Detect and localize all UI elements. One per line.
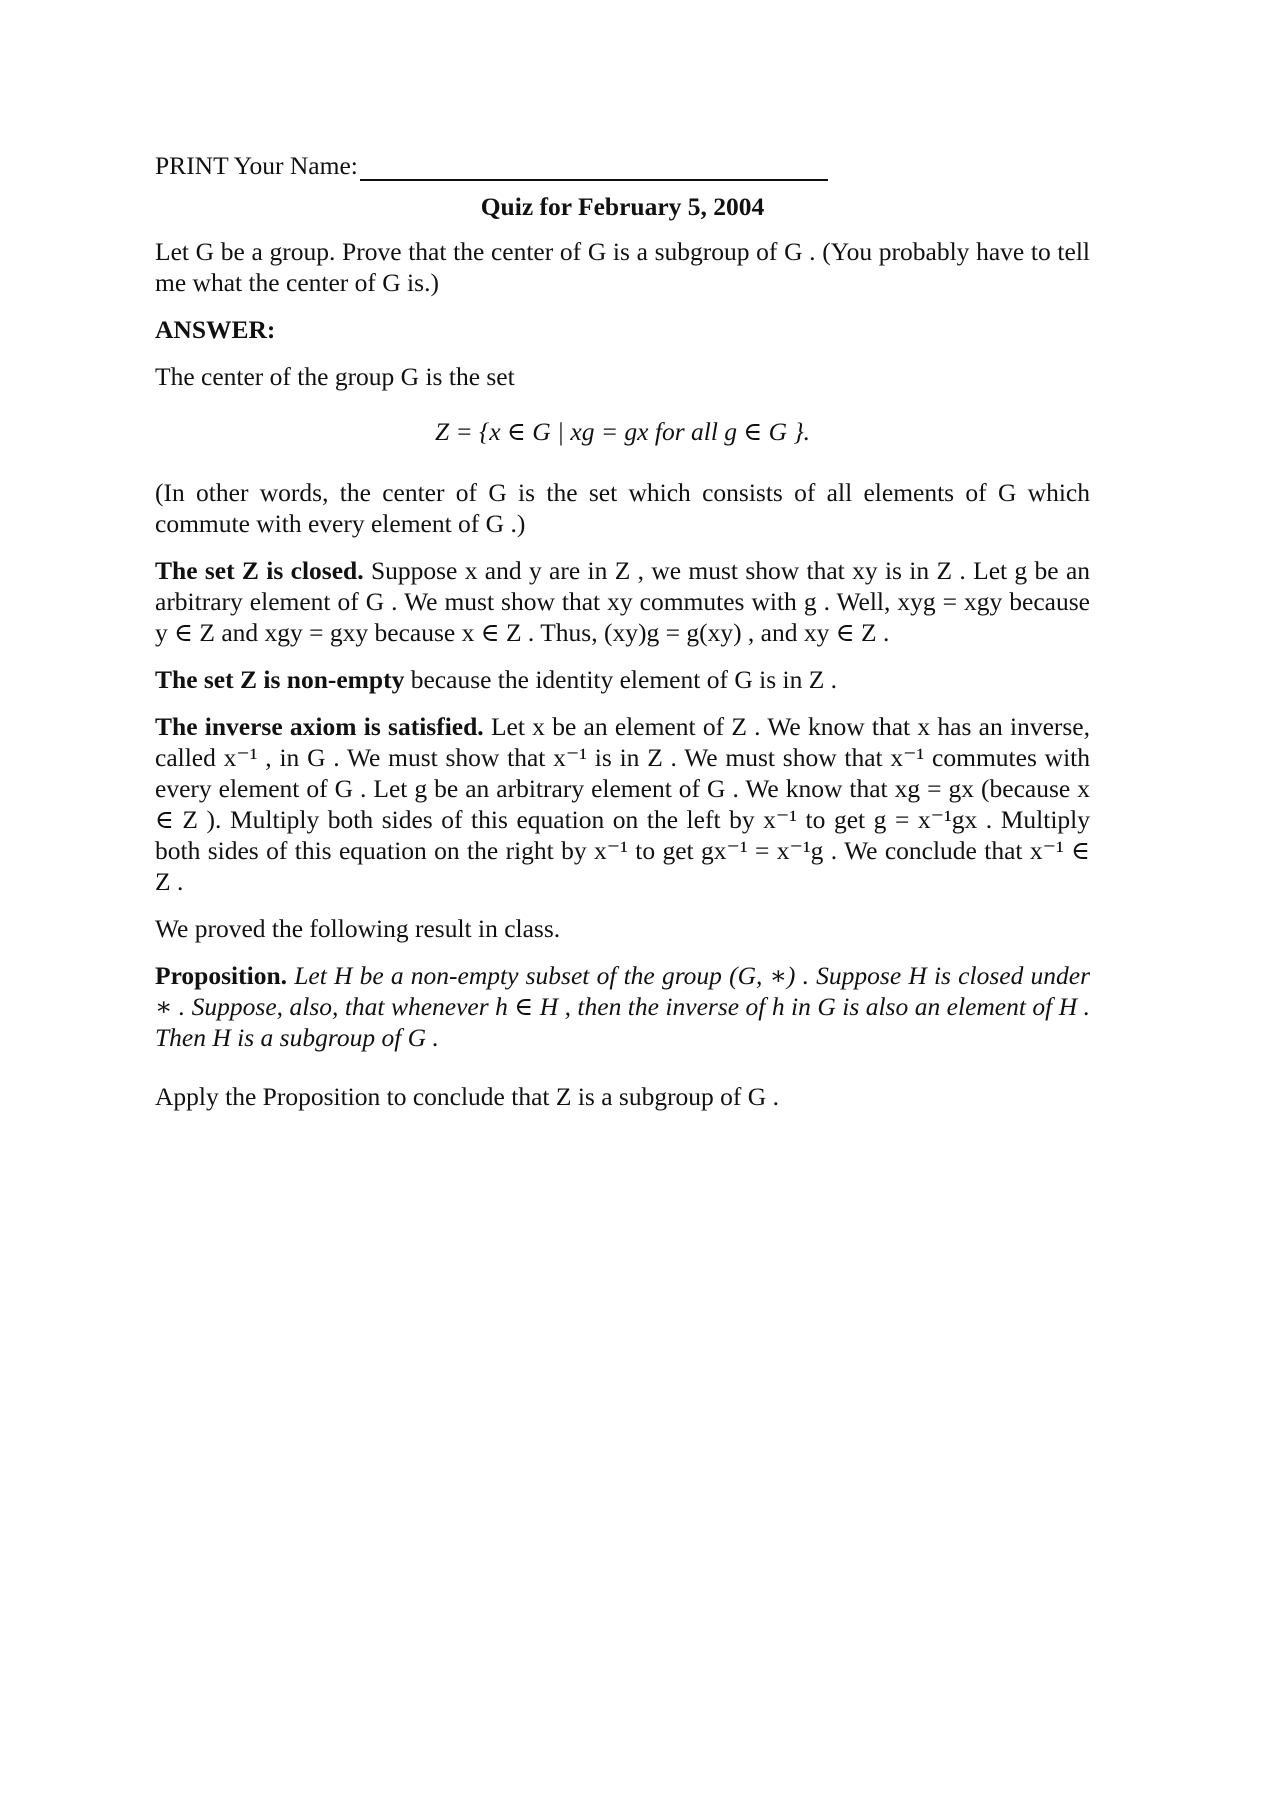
center-paraphrase: (In other words, the center of G is the set which consists of all elements of G which commute with every element of G .) [155, 478, 1090, 538]
inverse-paragraph [155, 711, 1090, 897]
proved-in-class-text: We proved the following result in class. [155, 914, 561, 943]
quiz-document [155, 150, 1090, 1128]
nonempty-paragraph [155, 664, 1090, 695]
inverse-heading: The inverse axiom is satisfied. [155, 712, 484, 741]
quiz-title: Quiz for February 5, 2004 [480, 192, 765, 221]
proposition-heading: Proposition. [155, 961, 288, 990]
nonempty-text: because the identity element of G is in Z . [410, 665, 838, 694]
center-definition-equation: Z = {x ∈ G | xg = gx for all g ∈ G }. [434, 417, 811, 446]
nonempty-heading: The set Z is non-empty [155, 665, 405, 694]
question-text: Let G be a group. Prove that the center of G is a subgroup of G . (You probably have to tell me what the center of G is.) [155, 237, 1090, 297]
proposition-paragraph [155, 960, 1090, 1053]
name-label: PRINT Your Name: [155, 151, 358, 180]
conclusion-text: Apply the Proposition to conclude that Z is a subgroup of G . [155, 1082, 779, 1111]
closed-text: Suppose x and y are in Z , we must show that xy is in Z . Let g be an arbitrary element of G . We must show that xy commutes with g . Well, xyg = xgy because y ∈ Z and xgy = gxy because x ∈ Z . Thus, (xy)g = g(xy) , and xy ∈ Z . [155, 556, 1091, 647]
closed-heading: The set Z is closed. [155, 556, 364, 585]
proposition-text: Let H be a non-empty subset of the group (G, ∗) . Suppose H is closed under ∗ . Suppose, also, that whenever h ∈ H , then the inverse of h in G is also an element of H . Then H is a subgroup of G . [155, 961, 1091, 1052]
center-intro: The center of the group G is the set [155, 362, 515, 391]
inverse-text: Let x be an element of Z . We know that x has an inverse, called x⁻¹ , in G . We must show that x⁻¹ is in Z . We must show that x⁻¹ commutes with every element of G . Let g be an arbitrary element of G . We know that xg = gx (because x ∈ Z ). Multiply both sides of this equation on the left by x⁻¹ to get g = x⁻¹gx . Multiply both sides of this equation on the right by x⁻¹ to get gx⁻¹ = x⁻¹g . We conclude that x⁻¹ ∈ Z . [155, 712, 1090, 896]
name-underline[interactable] [360, 155, 828, 181]
name-field-row [155, 150, 1090, 181]
answer-label: ANSWER: [155, 315, 276, 344]
closed-paragraph [155, 555, 1090, 648]
